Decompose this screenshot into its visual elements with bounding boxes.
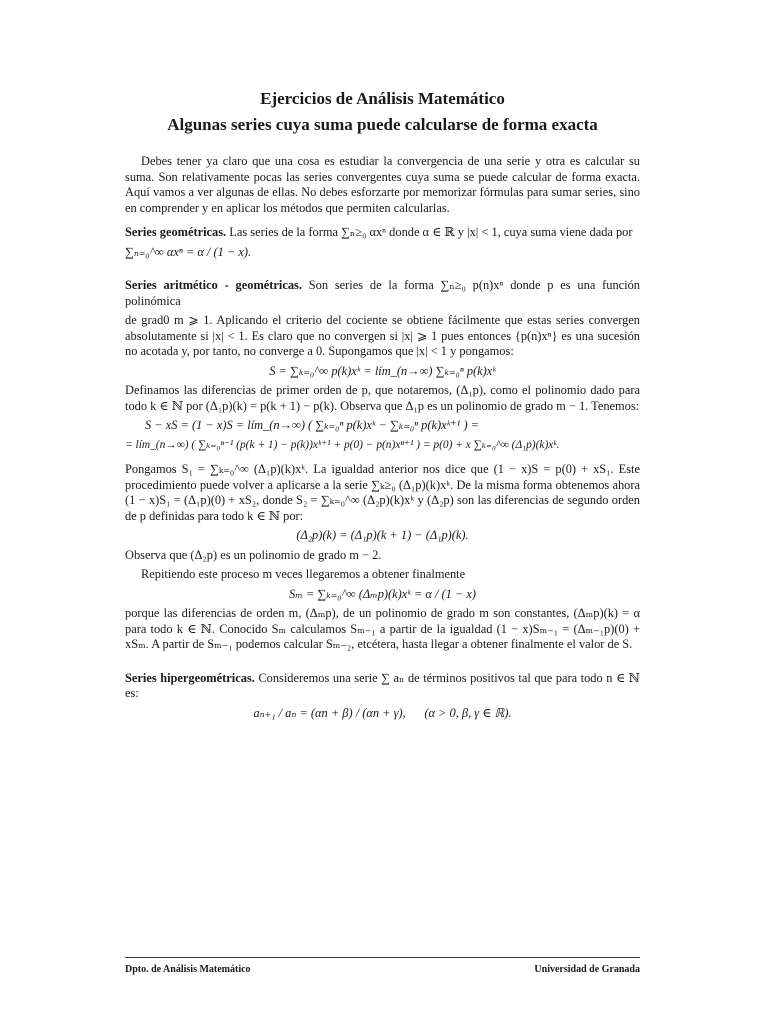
constant-differences-paragraph: porque las diferencias de orden m, (Δₘp), de un polinomio de grado m son constantes, (Δₘp)(k) = α para todo k ∈ ℕ. Conocido Sₘ calculamos Sₘ₋₁ a partir de la igualdad (1 − x)Sₘ₋₁ = (Δₘ₋₁p)(0) + xSₘ. A partir de Sₘ₋₁ podemos calcular Sₘ₋₂, etcétera, hasta llegar a obtener finalmente el valor de S. <box>125 606 640 651</box>
equation-Sm: Sₘ = ∑ₖ₌₀^∞ (Δₘp)(k)xᵏ = α / (1 − x) <box>289 586 476 601</box>
arithmetic-geometric-heading: Series aritmético - geométricas. <box>125 278 302 292</box>
repeat-process-text: Repitiendo este proceso m veces llegaremos a obtener finalmente <box>141 567 466 581</box>
hypergeometric-ratio: aₙ₊₁ / aₙ = (αn + β) / (αn + γ), <box>253 705 406 720</box>
geometric-formula: ∑ₙ₌₀^∞ αxⁿ = α / (1 − x). <box>125 244 252 259</box>
recursion-paragraph: Pongamos S₁ = ∑ₖ₌₀^∞ (Δ₁p)(k)xᵏ. La igualdad anterior nos dice que (1 − x)S = p(0) + xS₁. Este procedimiento puede volver a aplicarse a la serie ∑ₖ≥₀ (Δ₁p)(k)xᵏ. De la misma forma obtenemos ahora (1 − x)S₁ = (Δ₁p)(0) + xS₂, donde S₂ = ∑ₖ₌₀^∞ (Δ₂p)(k)xᵏ y (Δ₂p) son las diferencias de segundo orden de p definidas para todo k ∈ ℕ por: <box>125 462 640 523</box>
equation-limit-expansion: = lím_(n→∞) ( ∑ₖ₌₀ⁿ⁻¹ (p(k + 1) − p(k))xᵏ⁺¹ + p(0) − p(n)xⁿ⁺¹ ) = p(0) + x ∑ₖ₌₀^∞ (Δ₁p)(k)xᵏ. <box>125 438 560 451</box>
hypergeometric-series-paragraph <box>125 671 640 702</box>
geometric-series-paragraph <box>125 225 640 241</box>
document-subtitle: Algunas series cuya suma puede calcularse de forma exacta <box>167 115 598 134</box>
document-body <box>125 88 640 721</box>
equation-S-minus-xS: S − xS = (1 − x)S = lím_(n→∞) ( ∑ₖ₌₀ⁿ p(k)xᵏ − ∑ₖ₌₀ⁿ p(k)xᵏ⁺¹ ) = <box>145 418 480 432</box>
footer-department: Dpto. de Análisis Matemático <box>125 964 251 975</box>
geometric-heading: Series geométricas. <box>125 225 227 239</box>
second-order-degree-note: Observa que (Δ₂p) es un polinomio de grado m − 2. <box>125 547 382 562</box>
arithmetic-geometric-text-1: Son series de la forma ∑ₙ≥₀ p(n)xⁿ donde p es una función polinómica <box>125 278 640 308</box>
hypergeometric-condition: (α > 0, β, γ ∈ ℝ). <box>424 705 512 720</box>
page-footer <box>125 957 640 975</box>
hypergeometric-text: Consideremos una serie ∑ aₙ de términos positivos tal que para todo n ∈ ℕ es: <box>125 670 640 700</box>
equation-S-definition: S = ∑ₖ₌₀^∞ p(k)xᵏ = lím_(n→∞) ∑ₖ₌₀ⁿ p(k)xᵏ <box>269 363 496 378</box>
geometric-text: Las series de la forma ∑ₙ≥₀ αxⁿ donde α ∈ ℝ y |x| < 1, cuya suma viene dada por <box>229 225 633 239</box>
document-title: Ejercicios de Análisis Matemático <box>260 89 505 108</box>
hypergeometric-heading: Series hipergeométricas. <box>125 670 255 685</box>
footer-university: Universidad de Granada <box>534 964 640 975</box>
hypergeometric-equation <box>125 706 640 722</box>
intro-paragraph: Debes tener ya claro que una cosa es estudiar la convergencia de una serie y otra es calcular su suma. Son relativamente pocas las series convergentes cuya suma se puede calcular de forma exacta. Aquí vamos a ver algunas de ellas. No debes esforzarte por memorizar fórmulas para sumar series, sino en comprender y en aplicar los métodos que permiten calcularlas. <box>125 154 640 215</box>
equation-second-differences: (Δ₂p)(k) = (Δ₁p)(k + 1) − (Δ₁p)(k). <box>296 528 469 542</box>
first-order-differences-paragraph: Definamos las diferencias de primer orden de p, que notaremos, (Δ₁p), como el polinomio dado para todo k ∈ ℕ por (Δ₁p)(k) = p(k + 1) − p(k). Observa que Δ₁p es un polinomio de grado m − 1. Tenemos: <box>125 383 640 413</box>
arithmetic-geometric-paragraph <box>125 278 640 309</box>
arithmetic-geometric-text-2: de grad0 m ⩾ 1. Aplicando el criterio del cociente se obtiene fácilmente que estas series convergen absolutamente si |x| < 1. Es claro que no convergen si |x| ⩾ 1 pues entonces {p(n)xⁿ} es una sucesión no acotada y, por tanto, no converge a 0. Supongamos que |x| < 1 y pongamos: <box>125 313 640 358</box>
